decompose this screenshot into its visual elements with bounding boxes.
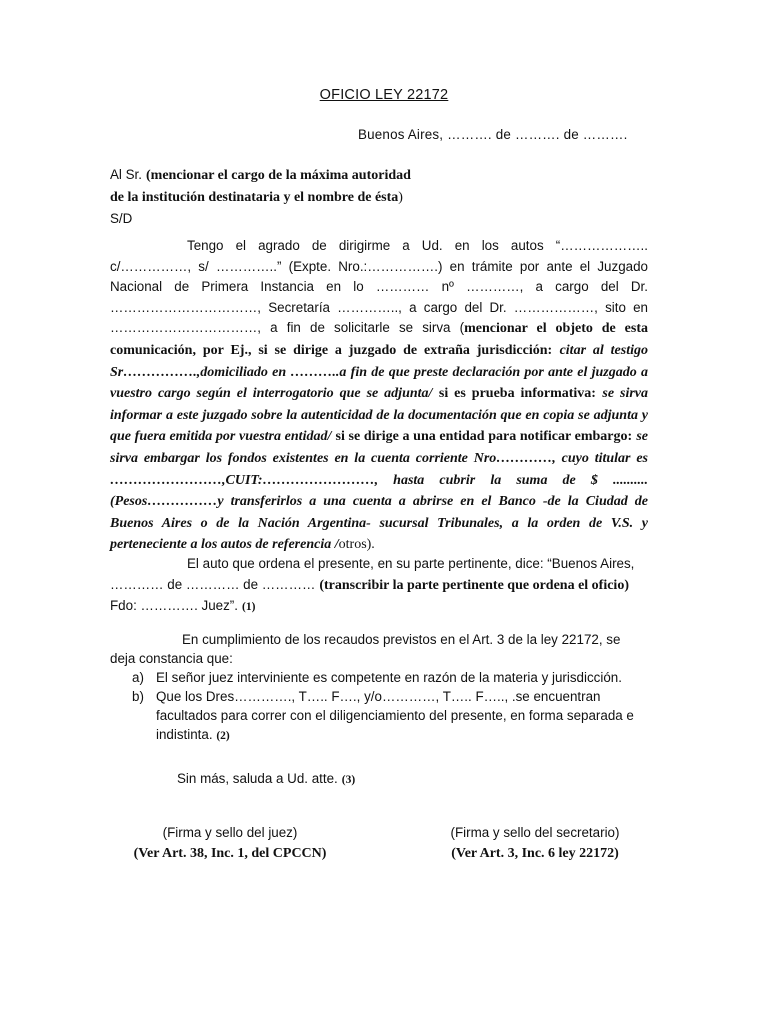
- paragraph-compliance: [110, 630, 648, 746]
- list-marker: b): [132, 689, 144, 704]
- footnote-marker-3: (3): [341, 774, 356, 786]
- closing-line: [177, 770, 355, 788]
- paragraph-request-embargo-text: se sirva embargar los fondos existentes en la cuenta corriente Nro…………, cuyo titular es ……………………,CUIT:……………………, hasta cubrir la suma de $ .......... (Pesos……………y transferirlos a una cuenta a abrirse en el Banco -de la Ciudad de Buenos Aires o de la Nación Argentina- sucursal Tribunales, a la orden de V.S. y perteneciente a los autos de referencia /: [110, 429, 649, 553]
- paragraph-request: [110, 236, 648, 556]
- paragraph-request-witness-text: citar al testigo Sr…………….,domiciliado en ………..a fin de que preste declaración por ante el juzgado a vuestro cargo según el interrogatorio que se adjunta/: [110, 342, 648, 402]
- secretary-signature-reference: (Ver Art. 3, Inc. 6 ley 22172): [451, 846, 619, 861]
- list-item-text: Que los Dres…………., T….. F…., y/o…………, T….. F….., .se encuentran facultados para correr con el diligenciamiento del presente, en forma separada e indistinta.: [156, 689, 634, 742]
- paragraph-order-text: El auto que ordena el presente, en su parte pertinente, dice: “Buenos Aires, ………… de ………… de …………: [110, 556, 635, 592]
- list-item-text: El señor juez interviniente es competente en razón de la materia y jurisdicción.: [156, 670, 622, 685]
- secretary-signature-label: (Firma y sello del secretario): [450, 825, 620, 840]
- paragraph-request-informative-text: se sirva informar a este juzgado sobre la autenticidad de la documentación que en copia se adjunta y que fuera emitida por vuestra entidad/: [110, 386, 649, 445]
- judge-signature-reference: (Ver Art. 38, Inc. 1, del CPCCN): [133, 846, 327, 861]
- document-title: OFICIO LEY 22172: [319, 87, 449, 103]
- secretary-signature-block: [400, 822, 670, 864]
- list-marker: a): [132, 670, 144, 685]
- paragraph-request-end: ).: [366, 537, 375, 553]
- paragraph-order-instruction: (transcribir la parte pertinente que ordena el oficio): [319, 577, 629, 593]
- judge-signature-block: [110, 822, 350, 864]
- addressee-prefix: Al Sr.: [110, 167, 142, 182]
- closing-text: Sin más, saluda a Ud. atte.: [177, 771, 338, 786]
- paragraph-request-others: otros: [338, 537, 367, 553]
- paragraph-request-object-instruction: mencionar el objeto de esta comunicación, por Ej., si se dirige a juzgado de extraña jurisdicción:: [110, 321, 648, 358]
- paragraph-request-text: Tengo el agrado de dirigirme a Ud. en los autos “……………….. c/……………, s/ …………..” (Expte. Nro.:…………….) en trámite por ante el Juzgado Nacional de Primera Instancia en lo ………… nº …………, a cargo del Dr. ……………………………, Secretaría ………….., a cargo del Dr. ………………, sito en ……………………………, a fin de solicitarle se sirva (: [110, 238, 648, 336]
- judge-signature-label: (Firma y sello del juez): [162, 825, 298, 840]
- compliance-item-a: [110, 668, 648, 687]
- addressee-instruction-1: (mencionar el cargo de la máxima autoridad: [146, 168, 411, 183]
- paragraph-request-embargo-label: si se dirige a una entidad para notificar embargo:: [335, 429, 633, 445]
- paragraph-request-informative-label: si es prueba informativa:: [438, 386, 596, 402]
- paragraph-compliance-intro: En cumplimiento de los recaudos previstos en el Art. 3 de la ley 22172, se deja constancia que:: [110, 632, 621, 666]
- addressee-instruction-close: ): [398, 190, 403, 205]
- date-line: Buenos Aires, ………. de ………. de ……….: [358, 127, 628, 142]
- compliance-item-b: [110, 687, 648, 746]
- footnote-marker-1: (1): [241, 601, 256, 614]
- paragraph-order: [110, 554, 648, 618]
- addressee-instruction-2: de la institución destinataria y el nombre de ésta: [110, 190, 399, 205]
- addressee-block: [110, 164, 670, 229]
- footnote-marker-2: (2): [216, 730, 230, 742]
- addressee-sd: S/D: [110, 211, 133, 226]
- compliance-list: [110, 668, 648, 746]
- paragraph-order-signature: Fdo: …………. Juez”.: [110, 598, 238, 614]
